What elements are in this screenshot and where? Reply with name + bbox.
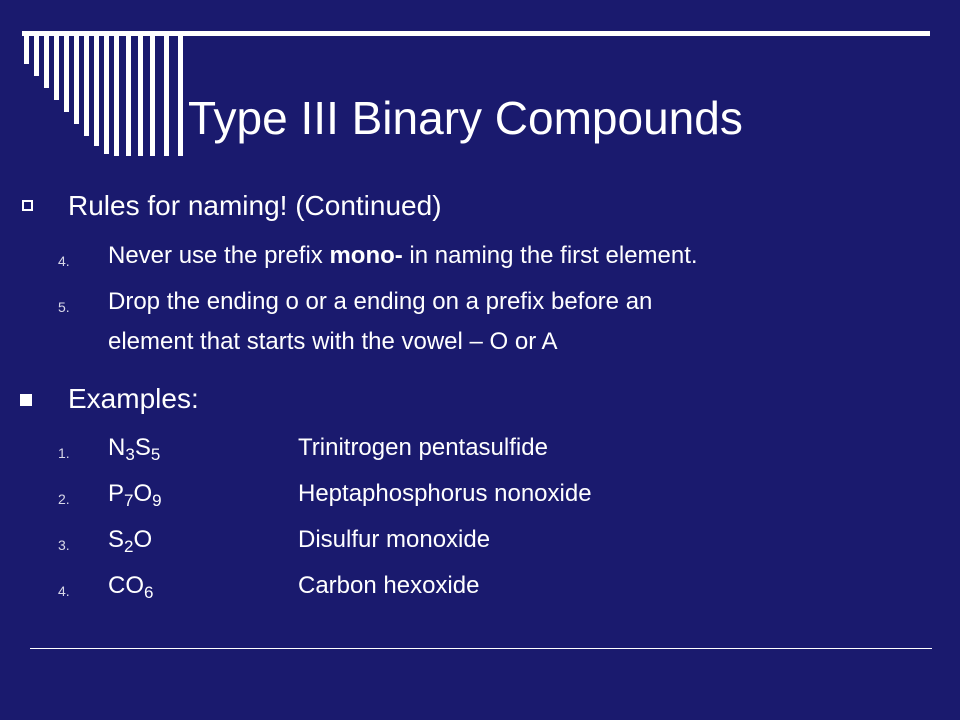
rule-text: Never use the prefix bbox=[108, 242, 330, 269]
element-symbol: O bbox=[133, 480, 153, 507]
rule-item-4 bbox=[108, 239, 698, 273]
subscript: 9 bbox=[152, 491, 162, 510]
compound-name: Disulfur monoxide bbox=[298, 526, 491, 553]
element-symbol: S bbox=[134, 434, 151, 461]
subscript: 3 bbox=[125, 445, 135, 464]
list-number: 5. bbox=[58, 299, 70, 315]
bottom-divider bbox=[30, 648, 932, 649]
subscript: 2 bbox=[124, 537, 134, 556]
list-number: 3. bbox=[58, 537, 70, 553]
formula bbox=[108, 477, 162, 511]
rule-item-5-line1: Drop the ending o or a ending on a prefix before an bbox=[108, 288, 653, 315]
element-symbol: CO bbox=[108, 572, 144, 599]
rule-bold-text: mono- bbox=[329, 242, 403, 269]
element-symbol: O bbox=[133, 526, 153, 553]
examples-heading: Examples: bbox=[68, 383, 199, 414]
rules-heading: Rules for naming! (Continued) bbox=[68, 190, 442, 221]
compound-name: Heptaphosphorus nonoxide bbox=[298, 480, 592, 507]
list-number: 4. bbox=[58, 583, 70, 599]
solid-square-bullet-icon bbox=[20, 394, 32, 406]
decorative-bars bbox=[24, 36, 184, 156]
compound-name: Trinitrogen pentasulfide bbox=[298, 434, 548, 461]
element-symbol: N bbox=[108, 434, 126, 461]
element-symbol: P bbox=[108, 480, 125, 507]
subscript: 7 bbox=[124, 491, 134, 510]
hollow-square-bullet-icon bbox=[22, 200, 33, 211]
list-number: 4. bbox=[58, 253, 70, 269]
compound-name: Carbon hexoxide bbox=[298, 572, 480, 599]
rule-item-5-line2: element that starts with the vowel – O or A bbox=[108, 328, 558, 355]
formula bbox=[108, 431, 160, 465]
list-number: 2. bbox=[58, 491, 70, 507]
subscript: 6 bbox=[144, 583, 154, 602]
rule-text: in naming the first element. bbox=[402, 242, 698, 269]
subscript: 5 bbox=[150, 445, 161, 464]
list-number: 1. bbox=[58, 445, 70, 461]
formula bbox=[108, 569, 153, 603]
formula bbox=[108, 523, 152, 557]
slide-title: Type III Binary Compounds bbox=[188, 92, 743, 144]
element-symbol: S bbox=[108, 526, 125, 553]
